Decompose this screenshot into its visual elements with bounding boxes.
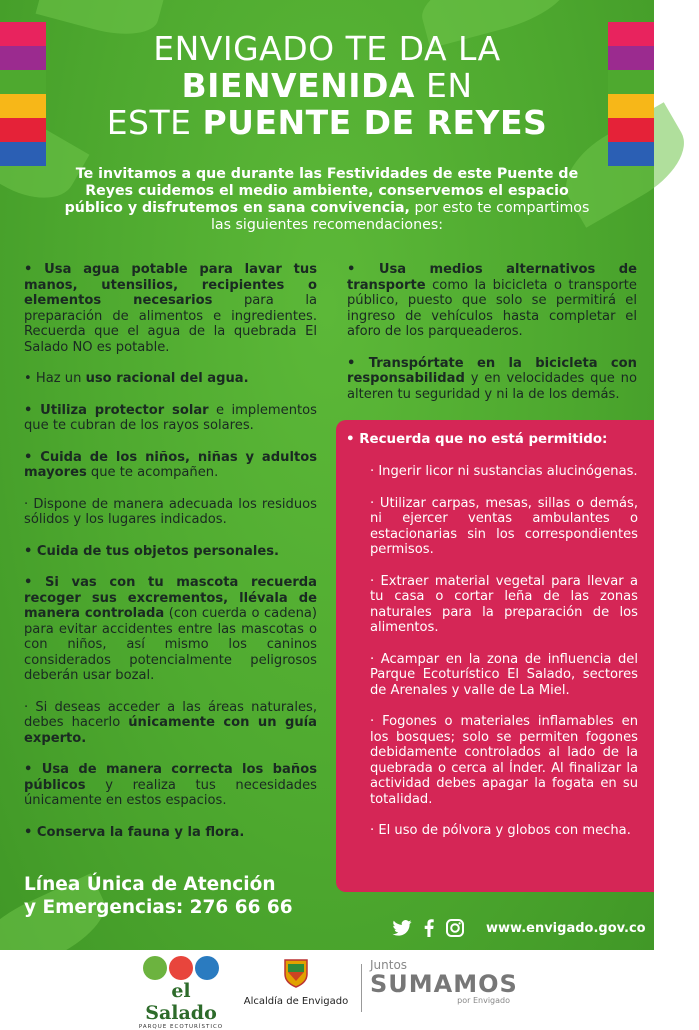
- website-link[interactable]: www.envigado.gov.co: [486, 920, 646, 936]
- not-allowed-item: · El uso de pólvora y globos con mecha.: [370, 823, 631, 838]
- page-title: [0, 30, 654, 141]
- not-allowed-item: · Extraer material vegetal para llevar a tu casa o cortar leña de las zonas naturales para la preparación de los alimentos.: [370, 573, 638, 635]
- recommendation-item: · Si deseas acceder a las áreas naturales, debes hacerlo únicamente con un guía experto.: [24, 699, 317, 746]
- footer-logos: [0, 950, 654, 1030]
- not-allowed-box: [336, 420, 654, 892]
- footer-divider: [361, 964, 362, 1012]
- not-allowed-list: [370, 464, 638, 855]
- hotline-number[interactable]: y Emergencias: 276 66 66: [24, 897, 293, 918]
- not-allowed-item: · Ingerir licor ni sustancias alucinógenas.: [370, 464, 638, 479]
- recommendation-item: • Usa medios alternativos de transporte como la bicicleta o transporte público, puesto que solo se permitirá el ingreso de vehículos hasta completar el aforo de los parqueaderos.: [347, 262, 637, 339]
- recommendations-right: [347, 262, 637, 418]
- alcaldia-logo: Alcaldía de Envigado: [236, 958, 356, 1007]
- recommendation-item: • Transpórtate en la bicicleta con responsabilidad y en velocidades que no alteren tu seguridad y ni la de los demás.: [347, 355, 637, 402]
- recommendation-item: • Usa agua potable para lavar tus manos, utensilios, recipientes o elementos necesarios para la preparación de alimentos e ingredientes. Recuerda que el agua de la quebrada El Salado NO es potable.: [24, 262, 317, 355]
- facebook-icon[interactable]: [424, 919, 434, 937]
- instagram-icon[interactable]: [446, 919, 464, 937]
- coat-of-arms-icon: [283, 958, 309, 988]
- intro-text: Te invitamos a que durante las Festividades de este Puente de Reyes cuidemos el medio ambiente, conservemos el espacio público y disfrutemos en sana convivencia, por esto te compartimos las siguientes recomendaciones:: [64, 166, 590, 233]
- el-salado-logo: el Salado PARQUE ECOTURÍSTICO: [136, 956, 226, 1030]
- not-allowed-title: • Recuerda que no está permitido:: [346, 432, 608, 447]
- recommendation-item: • Usa de manera correcta los baños públicos y realiza tus necesidades únicamente en estos espacios.: [24, 762, 317, 808]
- not-allowed-item: · Acampar en la zona de influencia del Parque Ecoturístico El Salado, sectores de Arenales y valle de La Miel.: [370, 651, 638, 698]
- recommendation-item: • Cuida de los niños, niñas y adultos mayores que te acompañen.: [24, 449, 317, 480]
- recommendations-left: [24, 262, 317, 856]
- recommendation-item: • Cuida de tus objetos personales.: [24, 543, 279, 559]
- recommendation-item: • Si vas con tu mascota recuerda recoger sus excrementos, llévala de manera controlada (con cuerda o cadena) para evitar accidentes entre las mascotas o con niños, así mismo los caninos considerados potencialmente peligrosos deberán usar bozal.: [24, 575, 317, 683]
- leaf-circle-icon: [143, 956, 167, 980]
- not-allowed-item: · Fogones o materiales inflamables en los bosques; solo se permiten fogones debidamente controlados al lado de la quebrada o cerca al Índer. Al finalizar la actividad debes apagar la fogata en su totalidad.: [370, 714, 638, 807]
- title-line-3: ESTE PUENTE DE REYES: [106, 103, 548, 142]
- bird-circle-icon: [169, 956, 193, 980]
- social-links: [392, 916, 646, 940]
- title-line-1: ENVIGADO TE DA LA: [153, 29, 501, 68]
- recommendation-item: • Conserva la fauna y la flora.: [24, 824, 245, 840]
- water-circle-icon: [195, 956, 219, 980]
- title-line-2: BIENVENIDA EN: [181, 66, 473, 105]
- hotline: Línea Única de Atención y Emergencias: 276 66 66: [24, 874, 293, 918]
- recommendation-item: • Haz un uso racional del agua.: [24, 371, 249, 386]
- twitter-icon[interactable]: [392, 920, 412, 936]
- recommendation-item: • Utiliza protector solar e implementos que te cubran de los rayos solares.: [24, 402, 318, 433]
- juntos-sumamos-logo: Juntos SUMAMOS por Envigado: [370, 958, 518, 1005]
- not-allowed-item: · Utilizar carpas, mesas, sillas o demás, ni ejercer ventas ambulantes o estacionarias sin los correspondientes permisos.: [370, 495, 638, 557]
- recommendation-item: · Dispone de manera adecuada los residuos sólidos y los lugares indicados.: [24, 496, 317, 527]
